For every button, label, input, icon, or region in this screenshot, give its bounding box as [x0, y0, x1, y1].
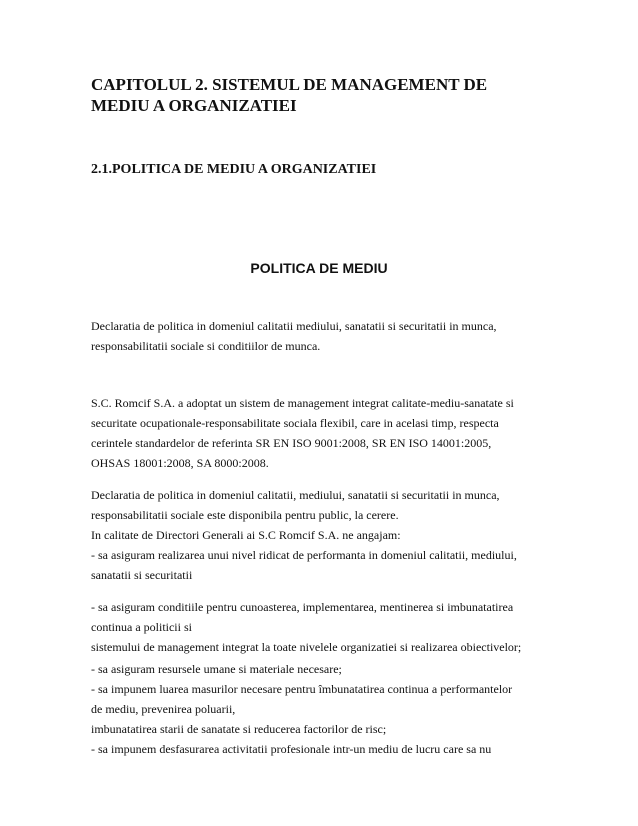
text-line: In calitate de Directori Generali ai S.C Romcif S.A. ne angajam: [91, 528, 401, 542]
paragraph-declaration-intro [91, 316, 561, 356]
text-line: securitate ocupationale-responsabilitate sociala flexibil, care in acelasi timp, respecta [91, 416, 499, 430]
text-line: - sa asiguram realizarea unui nivel ridicat de performanta in domeniul calitatii, mediului, [91, 548, 517, 562]
paragraph-resources [91, 659, 561, 759]
text-line: - sa impunem desfasurarea activitatii profesionale intr-un mediu de lucru care sa nu [91, 742, 492, 756]
text-line: responsabilitatii sociale si conditiilor de munca. [91, 339, 321, 353]
chapter-title-line: CAPITOLUL 2. SISTEMUL DE MANAGEMENT DE [91, 75, 488, 94]
chapter-title [91, 74, 571, 116]
text-line: - sa asiguram conditiile pentru cunoasterea, implementarea, mentinerea si imbunatatirea [91, 600, 514, 614]
paragraph-commitments [91, 485, 561, 585]
text-line: imbunatatirea starii de sanatate si reducerea factorilor de risc; [91, 722, 387, 736]
text-line: S.C. Romcif S.A. a adoptat un sistem de management integrat calitate-mediu-sanatate si [91, 396, 514, 410]
text-line: continua a politicii si [91, 620, 192, 634]
text-line: cerintele standardelor de referinta SR EN ISO 9001:2008, SR EN ISO 14001:2005, [91, 436, 492, 450]
text-line: Declaratia de politica in domeniul calitatii mediului, sanatatii si securitatii in munca, [91, 319, 497, 333]
policy-heading: POLITICA DE MEDIU [250, 260, 388, 276]
text-line: responsabilitatii sociale este disponibila pentru public, la cerere. [91, 508, 399, 522]
text-line: Declaratia de politica in domeniul calitatii, mediului, sanatatii si securitatii in munca, [91, 488, 500, 502]
text-line: sanatatii si securitatii [91, 568, 193, 582]
paragraph-company-system [91, 393, 561, 473]
chapter-title-line: MEDIU A ORGANIZATIEI [91, 96, 297, 115]
text-line: de mediu, prevenirea poluarii, [91, 702, 236, 716]
text-line: - sa asiguram resursele umane si materiale necesare; [91, 662, 342, 676]
text-line: OHSAS 18001:2008, SA 8000:2008. [91, 456, 269, 470]
text-line: - sa impunem luarea masurilor necesare pentru îmbunatatirea continua a performantelor [91, 682, 513, 696]
section-title: 2.1.POLITICA DE MEDIU A ORGANIZATIEI [91, 162, 377, 177]
paragraph-conditions [91, 597, 561, 657]
text-line: sistemului de management integrat la toate nivelele organizatiei si realizarea obiectivelor; [91, 640, 522, 654]
